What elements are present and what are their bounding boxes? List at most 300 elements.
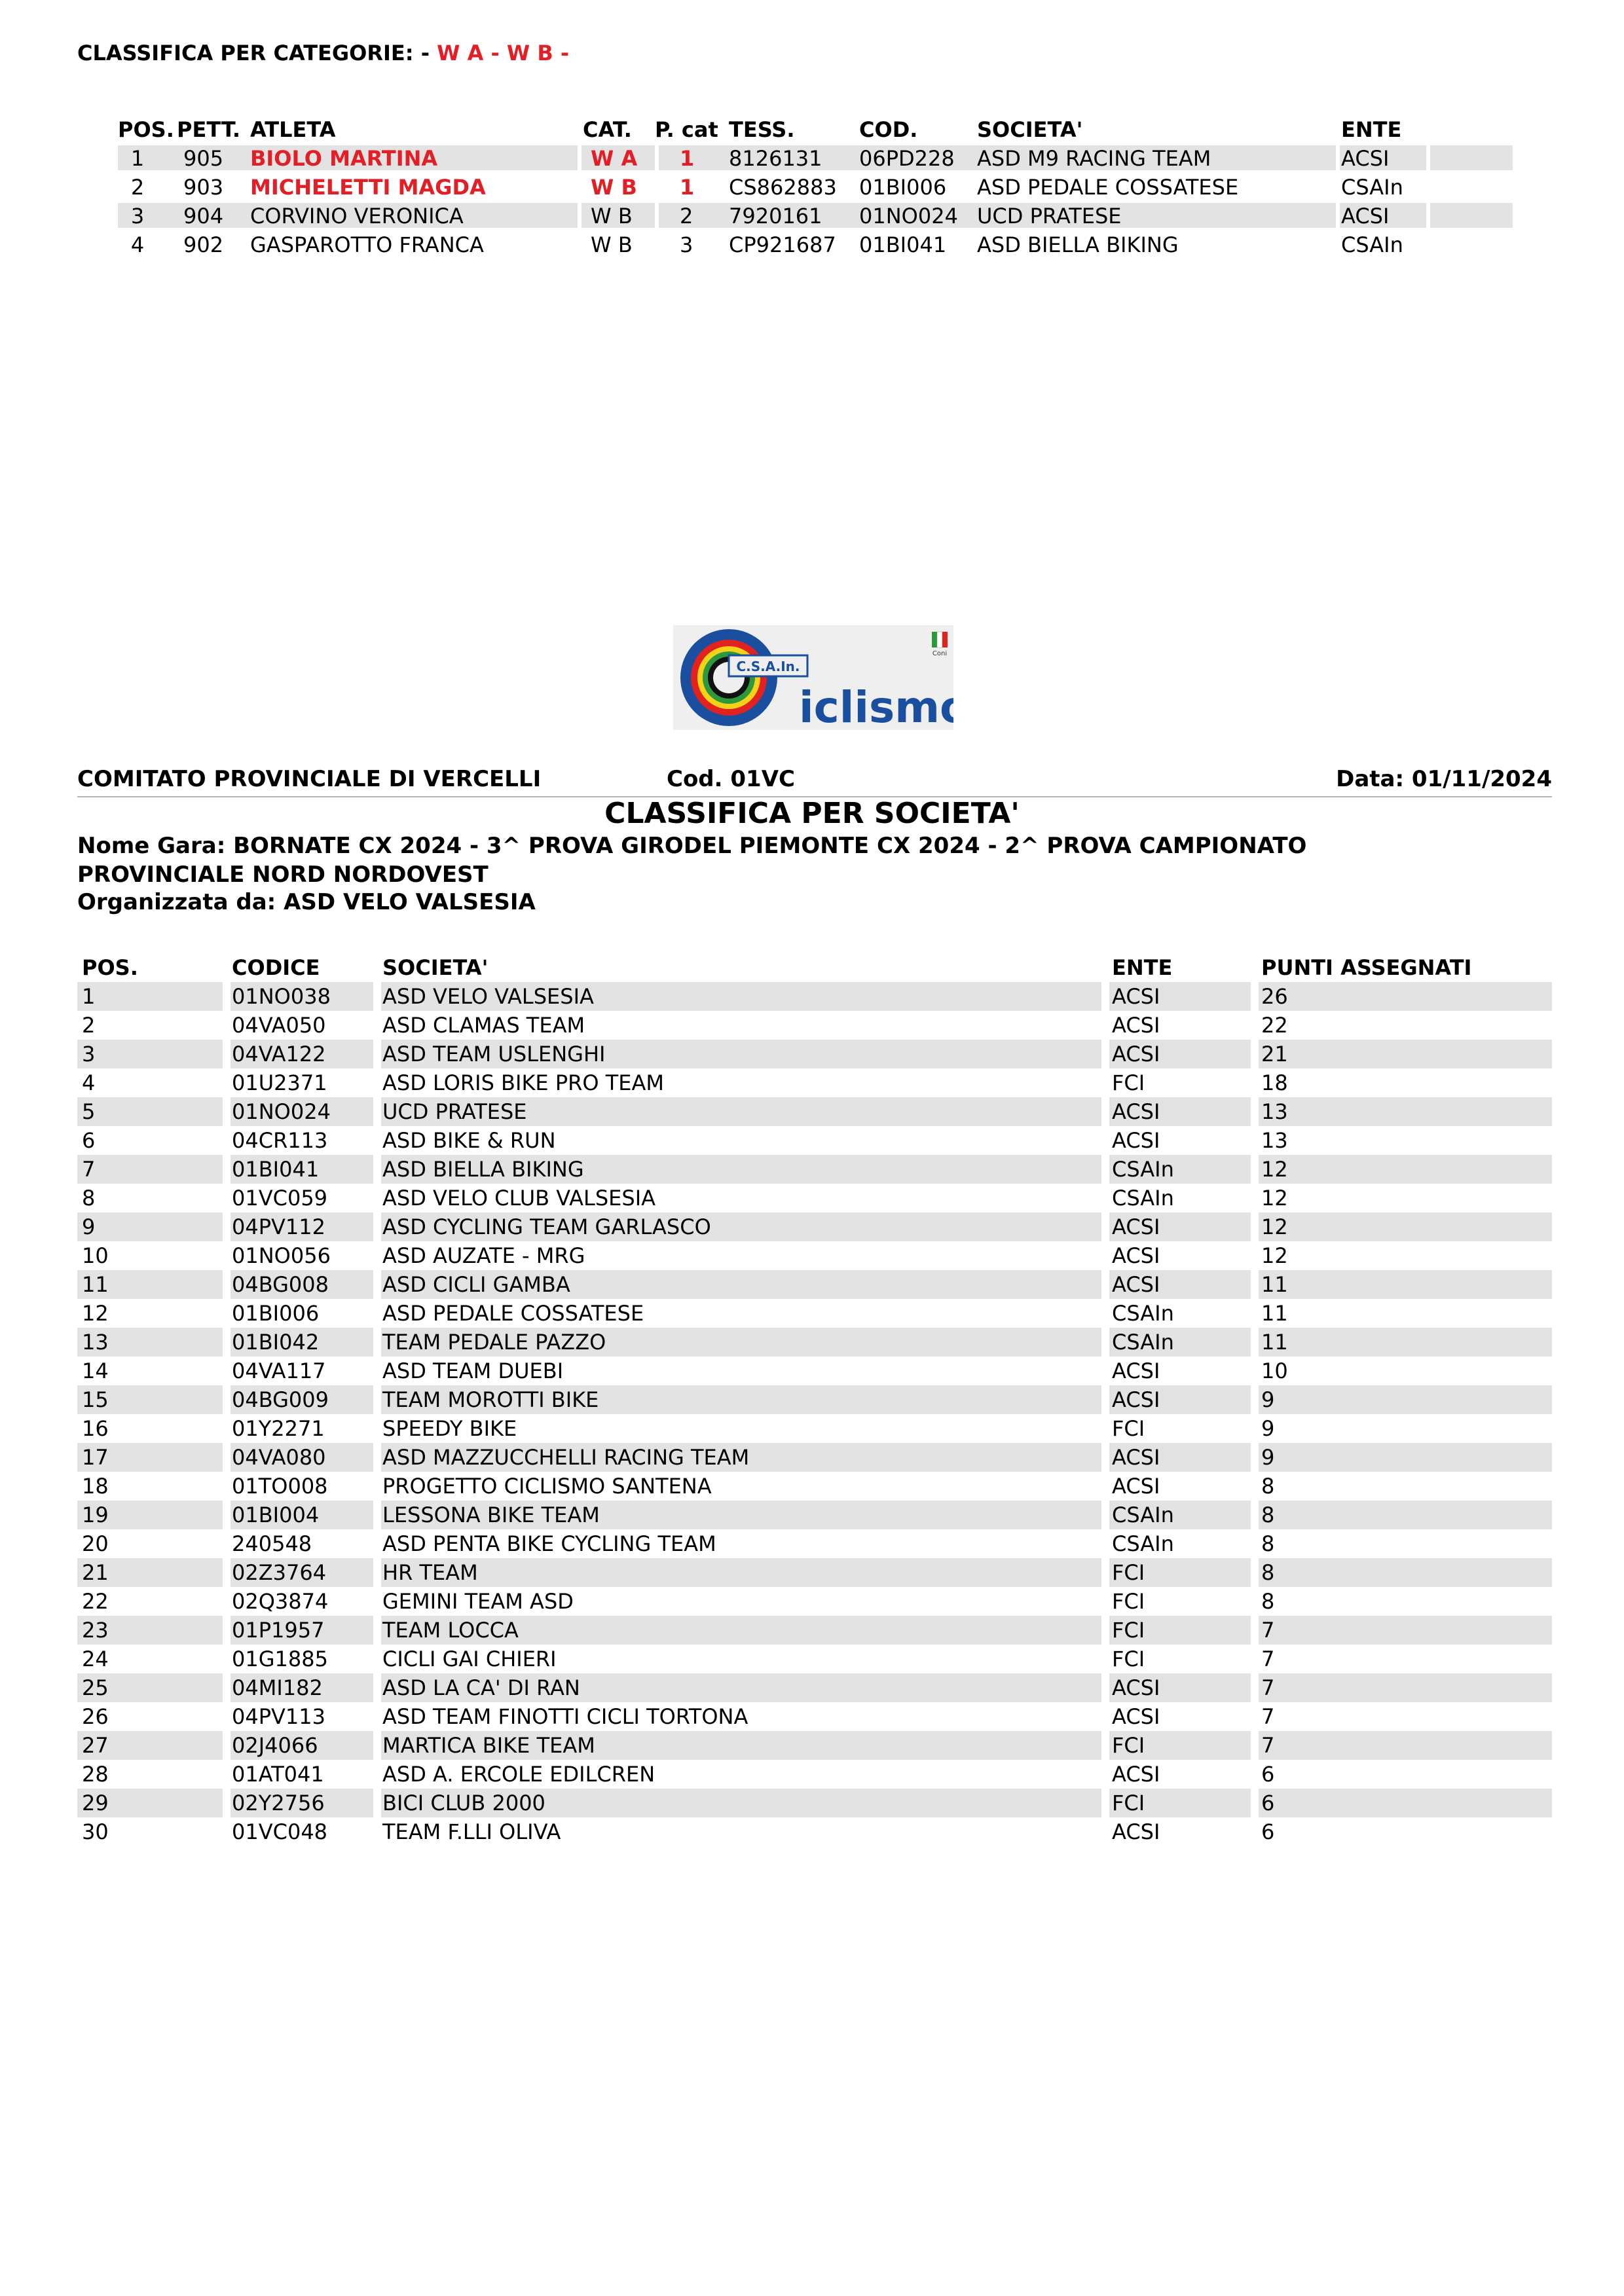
cell-punti: 26 — [1261, 984, 1288, 1009]
society-table-body — [77, 982, 1552, 1846]
category-row — [118, 202, 1513, 230]
table-row — [77, 1558, 1552, 1587]
cell-ente: ACSI — [1112, 1445, 1160, 1470]
table-row — [77, 1817, 1552, 1846]
cell-ente: ACSI — [1112, 1474, 1160, 1499]
cell-ente: CSAIn — [1112, 1157, 1174, 1182]
cell-pos: 1 — [130, 146, 145, 171]
cell-ente: ACSI — [1341, 204, 1390, 228]
cell-codice: 01P1957 — [232, 1618, 325, 1643]
cell-societa: ASD AUZATE - MRG — [382, 1243, 585, 1268]
table-row — [77, 1212, 1552, 1241]
cell-cod: 06PD228 — [859, 146, 955, 171]
cell-societa: ASD TEAM USLENGHI — [382, 1042, 606, 1066]
cell-pos: 2 — [82, 1013, 96, 1038]
row-gap — [1251, 1558, 1259, 1587]
row-gap — [373, 1731, 381, 1760]
cell-codice: 01Y2271 — [232, 1416, 325, 1441]
table-row — [77, 1385, 1552, 1414]
csain-ciclismo-logo — [673, 625, 953, 730]
logo-graphic — [673, 625, 953, 730]
col-societa: SOCIETA' — [382, 955, 489, 980]
cell-societa: ASD M9 RACING TEAM — [977, 146, 1211, 171]
col-punti: PUNTI ASSEGNATI — [1261, 955, 1472, 980]
category-table — [118, 115, 1513, 259]
row-gap — [223, 982, 231, 1011]
cell-punti: 8 — [1261, 1474, 1275, 1499]
row-gap — [373, 982, 381, 1011]
cell-societa: TEAM MOROTTI BIKE — [382, 1387, 599, 1412]
cell-societa: GEMINI TEAM ASD — [382, 1589, 574, 1614]
cell-codice: 04CR113 — [232, 1128, 328, 1153]
cell-ente: CSAIn — [1341, 175, 1403, 200]
cell-punti: 7 — [1261, 1618, 1275, 1643]
cell-societa: ASD VELO VALSESIA — [382, 984, 594, 1009]
col-atleta: ATLETA — [250, 117, 336, 142]
cell-societa: TEAM F.LLI OLIVA — [382, 1819, 561, 1844]
cell-punti: 12 — [1261, 1186, 1288, 1211]
cell-pett: 905 — [183, 146, 224, 171]
row-gap — [1251, 1040, 1259, 1068]
comitato-label: COMITATO PROVINCIALE DI VERCELLI — [77, 766, 542, 792]
table-row — [77, 1702, 1552, 1731]
cell-punti: 6 — [1261, 1762, 1275, 1787]
cell-punti: 12 — [1261, 1214, 1288, 1239]
cell-punti: 11 — [1261, 1330, 1288, 1355]
society-table — [77, 953, 1552, 1846]
cell-ente: FCI — [1112, 1733, 1145, 1758]
cell-pos: 14 — [82, 1358, 109, 1383]
cell-societa: UCD PRATESE — [977, 204, 1122, 228]
row-gap — [223, 1616, 231, 1645]
cell-punti: 7 — [1261, 1704, 1275, 1729]
cell-punti: 12 — [1261, 1243, 1288, 1268]
cell-ente: FCI — [1112, 1070, 1145, 1095]
row-gap — [1101, 1328, 1109, 1357]
row-gap — [1101, 1155, 1109, 1184]
cell-codice: 02J4066 — [232, 1733, 318, 1758]
cell-punti: 10 — [1261, 1358, 1288, 1383]
cell-ente: FCI — [1112, 1589, 1145, 1614]
category-table-header — [118, 115, 1513, 144]
cell-cat: W B — [591, 204, 633, 228]
cell-societa: ASD BIELLA BIKING — [382, 1157, 584, 1182]
race-name-line-2: PROVINCIALE NORD NORDOVEST — [77, 862, 489, 888]
cell-punti: 8 — [1261, 1531, 1275, 1556]
cell-ente: CSAIn — [1112, 1531, 1174, 1556]
cell-ente: FCI — [1112, 1560, 1145, 1585]
cell-punti: 8 — [1261, 1503, 1275, 1527]
col-tess: TESS. — [729, 117, 795, 142]
cell-societa: ASD LORIS BIKE PRO TEAM — [382, 1070, 664, 1095]
table-row — [77, 1299, 1552, 1328]
cell-pos: 2 — [130, 175, 145, 200]
cell-pos: 30 — [82, 1819, 109, 1844]
row-gap — [1101, 1040, 1109, 1068]
cell-codice: 04MI182 — [232, 1675, 323, 1700]
cell-cod: 01BI041 — [859, 232, 947, 257]
cell-cod: 01NO024 — [859, 204, 958, 228]
table-row — [77, 1472, 1552, 1501]
col-cod: COD. — [859, 117, 918, 142]
cell-punti: 7 — [1261, 1733, 1275, 1758]
cell-pos: 15 — [82, 1387, 109, 1412]
logo-small-text: C.S.A.In. — [736, 659, 800, 674]
col-pos: POS. — [118, 117, 174, 142]
cell-codice: 01TO008 — [232, 1474, 328, 1499]
row-gap — [1251, 1212, 1259, 1241]
cell-pos: 4 — [130, 232, 145, 257]
row-shade — [1430, 203, 1513, 228]
cell-pos: 28 — [82, 1762, 109, 1787]
cell-punti: 9 — [1261, 1387, 1275, 1412]
cell-pos: 23 — [82, 1618, 109, 1643]
cell-codice: 01BI042 — [232, 1330, 320, 1355]
row-gap — [223, 1789, 231, 1817]
cell-punti: 18 — [1261, 1070, 1288, 1095]
cell-punti: 9 — [1261, 1445, 1275, 1470]
row-gap — [373, 1040, 381, 1068]
table-row — [77, 1126, 1552, 1155]
cell-punti: 13 — [1261, 1128, 1288, 1153]
row-gap — [1251, 1443, 1259, 1472]
row-gap — [373, 1558, 381, 1587]
row-gap — [1251, 1501, 1259, 1529]
col-pett: PETT. — [177, 117, 240, 142]
category-title-cats: W A - W B - — [437, 41, 570, 65]
cell-pos: 10 — [82, 1243, 109, 1268]
cell-ente: ACSI — [1112, 1099, 1160, 1124]
cell-pcat: 1 — [680, 175, 695, 200]
cell-pcat: 3 — [680, 232, 693, 257]
category-section-title — [77, 41, 569, 65]
row-gap — [1101, 1731, 1109, 1760]
table-row — [77, 1501, 1552, 1529]
cell-pos: 12 — [82, 1301, 109, 1326]
cell-codice: 04BG008 — [232, 1272, 329, 1297]
row-gap — [223, 1385, 231, 1414]
cell-codice: 01U2371 — [232, 1070, 327, 1095]
cell-pcat: 2 — [680, 204, 693, 228]
row-gap — [223, 1443, 231, 1472]
cell-pos: 5 — [82, 1099, 96, 1124]
table-row — [77, 1731, 1552, 1760]
row-gap — [223, 1673, 231, 1702]
row-gap — [373, 1270, 381, 1299]
cell-ente: ACSI — [1112, 1387, 1160, 1412]
cell-punti: 12 — [1261, 1157, 1288, 1182]
cell-tess: 8126131 — [729, 146, 822, 171]
row-gap — [1101, 1385, 1109, 1414]
cell-codice: 01BI041 — [232, 1157, 320, 1182]
row-gap — [223, 1155, 231, 1184]
row-gap — [223, 1328, 231, 1357]
cell-societa: SPEEDY BIKE — [382, 1416, 517, 1441]
cell-ente: ACSI — [1112, 1013, 1160, 1038]
cell-atleta: GASPAROTTO FRANCA — [250, 232, 484, 257]
cell-cat: W B — [591, 232, 633, 257]
cell-codice: 01VC059 — [232, 1186, 328, 1211]
society-table-header — [77, 953, 1552, 982]
row-gap — [223, 1558, 231, 1587]
row-gap — [1251, 1385, 1259, 1414]
category-title-prefix: CLASSIFICA PER CATEGORIE: - — [77, 41, 430, 65]
cell-ente: FCI — [1112, 1791, 1145, 1815]
cell-ente: ACSI — [1112, 1272, 1160, 1297]
committee-code: Cod. 01VC — [667, 766, 795, 792]
row-gap — [223, 1097, 231, 1126]
row-gap — [1101, 1212, 1109, 1241]
cell-societa: HR TEAM — [382, 1560, 478, 1585]
row-gap — [1101, 1616, 1109, 1645]
cell-pos: 13 — [82, 1330, 109, 1355]
cell-societa: ASD PEDALE COSSATESE — [382, 1301, 644, 1326]
cell-ente: CSAIn — [1112, 1301, 1174, 1326]
cell-codice: 04VA122 — [232, 1042, 326, 1066]
row-gap — [373, 1789, 381, 1817]
cell-codice: 01AT041 — [232, 1762, 324, 1787]
row-gap — [1101, 982, 1109, 1011]
row-gap — [1251, 1328, 1259, 1357]
table-row — [77, 1443, 1552, 1472]
table-row — [77, 1011, 1552, 1040]
table-row — [77, 1184, 1552, 1212]
cell-ente: FCI — [1112, 1416, 1145, 1441]
cell-ente: ACSI — [1112, 1704, 1160, 1729]
row-gap — [373, 1673, 381, 1702]
row-gap — [223, 1040, 231, 1068]
cell-pos: 22 — [82, 1589, 109, 1614]
row-gap — [373, 1443, 381, 1472]
col-cat: CAT. — [583, 117, 632, 142]
cell-ente: ACSI — [1112, 984, 1160, 1009]
table-row — [77, 1357, 1552, 1385]
cell-codice: 240548 — [232, 1531, 312, 1556]
row-gap — [1251, 1097, 1259, 1126]
col-pcat: P. cat — [655, 117, 718, 142]
cell-pos: 25 — [82, 1675, 109, 1700]
category-table-body — [118, 144, 1513, 259]
cell-pos: 16 — [82, 1416, 109, 1441]
col-ente: ENTE — [1341, 117, 1402, 142]
date-label: Data: 01/11/2024 — [1336, 766, 1552, 792]
cell-cod: 01BI006 — [859, 175, 947, 200]
page-title: CLASSIFICA PER SOCIETA' — [604, 797, 1020, 830]
row-gap — [1101, 1558, 1109, 1587]
table-row — [77, 1529, 1552, 1558]
cell-pos: 1 — [82, 984, 96, 1009]
cell-pos: 11 — [82, 1272, 109, 1297]
table-row — [77, 1328, 1552, 1357]
cell-atleta: BIOLO MARTINA — [250, 146, 438, 171]
cell-codice: 04PV112 — [232, 1214, 325, 1239]
cell-cat: W A — [591, 146, 638, 171]
cell-codice: 01NO038 — [232, 984, 331, 1009]
cell-societa: ASD LA CA' DI RAN — [382, 1675, 580, 1700]
cell-punti: 6 — [1261, 1819, 1275, 1844]
table-row — [77, 1040, 1552, 1068]
cell-codice: 02Y2756 — [232, 1791, 325, 1815]
cell-societa: ASD MAZZUCCHELLI RACING TEAM — [382, 1445, 750, 1470]
row-gap — [1101, 1270, 1109, 1299]
cell-pos: 27 — [82, 1733, 109, 1758]
cell-societa: MARTICA BIKE TEAM — [382, 1733, 595, 1758]
cell-societa: ASD TEAM DUEBI — [382, 1358, 564, 1383]
cell-societa: PROGETTO CICLISMO SANTENA — [382, 1474, 712, 1499]
row-gap — [373, 1155, 381, 1184]
table-row — [77, 1270, 1552, 1299]
logo-flag-caption: Coni — [932, 650, 948, 657]
row-gap — [223, 1270, 231, 1299]
cell-codice: 02Q3874 — [232, 1589, 329, 1614]
cell-ente: ACSI — [1112, 1762, 1160, 1787]
table-row — [77, 1760, 1552, 1789]
cell-codice: 04VA117 — [232, 1358, 326, 1383]
cell-societa: ASD PEDALE COSSATESE — [977, 175, 1239, 200]
cell-societa: ASD BIKE & RUN — [382, 1128, 556, 1153]
row-gap — [223, 1731, 231, 1760]
row-gap — [373, 1616, 381, 1645]
row-gap — [1251, 1673, 1259, 1702]
cell-codice: 01BI006 — [232, 1301, 320, 1326]
cell-ente: ACSI — [1341, 146, 1390, 171]
cell-pos: 3 — [130, 204, 145, 228]
row-gap — [373, 1501, 381, 1529]
table-row — [77, 1645, 1552, 1673]
cell-societa: TEAM LOCCA — [382, 1618, 519, 1643]
cell-ente: CSAIn — [1112, 1186, 1174, 1211]
cell-societa: ASD CICLI GAMBA — [382, 1272, 570, 1297]
cell-societa: LESSONA BIKE TEAM — [382, 1503, 600, 1527]
row-gap — [1101, 1789, 1109, 1817]
cell-codice: 01NO024 — [232, 1099, 331, 1124]
row-gap — [373, 1097, 381, 1126]
cell-punti: 11 — [1261, 1301, 1288, 1326]
table-row — [77, 1673, 1552, 1702]
cell-cat: W B — [591, 175, 637, 200]
cell-codice: 04VA080 — [232, 1445, 326, 1470]
cell-punti: 8 — [1261, 1589, 1275, 1614]
cell-societa: TEAM PEDALE PAZZO — [382, 1330, 606, 1355]
row-gap — [1251, 1789, 1259, 1817]
cell-pos: 8 — [82, 1186, 96, 1211]
cell-codice: 04VA050 — [232, 1013, 326, 1038]
table-row — [77, 1587, 1552, 1616]
col-pos: POS. — [82, 955, 138, 980]
cell-ente: CSAIn — [1341, 232, 1403, 257]
cell-societa: CICLI GAI CHIERI — [382, 1647, 557, 1671]
cell-codice: 01BI004 — [232, 1503, 320, 1527]
cell-punti: 22 — [1261, 1013, 1288, 1038]
cell-ente: CSAIn — [1112, 1330, 1174, 1355]
row-gap — [373, 1385, 381, 1414]
row-gap — [1101, 1501, 1109, 1529]
row-gap — [1101, 1097, 1109, 1126]
cell-tess: CP921687 — [729, 232, 836, 257]
organizer-label: Organizzata da: ASD VELO VALSESIA — [77, 889, 536, 915]
col-societa: SOCIETA' — [977, 117, 1083, 142]
row-gap — [1251, 1616, 1259, 1645]
cell-societa: BICI CLUB 2000 — [382, 1791, 545, 1815]
row-shade — [1430, 145, 1513, 170]
cell-ente: ACSI — [1112, 1243, 1160, 1268]
cell-pos: 7 — [82, 1157, 96, 1182]
col-codice: CODICE — [232, 955, 320, 980]
row-gap — [1251, 1731, 1259, 1760]
race-name-line-1: Nome Gara: BORNATE CX 2024 - 3^ PROVA GIRODEL PIEMONTE CX 2024 - 2^ PROVA CAMPIONATO — [77, 833, 1307, 859]
cell-societa: ASD A. ERCOLE EDILCREN — [382, 1762, 655, 1787]
cell-ente: CSAIn — [1112, 1503, 1174, 1527]
col-ente: ENTE — [1112, 955, 1173, 980]
table-row — [77, 1789, 1552, 1817]
row-gap — [1251, 1155, 1259, 1184]
cell-pett: 904 — [183, 204, 224, 228]
cell-pett: 903 — [183, 175, 224, 200]
cell-pos: 20 — [82, 1531, 109, 1556]
cell-ente: ACSI — [1112, 1128, 1160, 1153]
cell-pos: 6 — [82, 1128, 96, 1153]
cell-pcat: 1 — [680, 146, 695, 171]
cell-pos: 21 — [82, 1560, 109, 1585]
table-row — [77, 1155, 1552, 1184]
cell-pos: 29 — [82, 1791, 109, 1815]
cell-codice: 04PV113 — [232, 1704, 325, 1729]
cell-codice: 02Z3764 — [232, 1560, 327, 1585]
cell-ente: ACSI — [1112, 1675, 1160, 1700]
row-gap — [1101, 1443, 1109, 1472]
cell-ente: ACSI — [1112, 1042, 1160, 1066]
cell-societa: ASD PENTA BIKE CYCLING TEAM — [382, 1531, 716, 1556]
cell-ente: ACSI — [1112, 1358, 1160, 1383]
cell-punti: 7 — [1261, 1647, 1275, 1671]
cell-punti: 8 — [1261, 1560, 1275, 1585]
row-gap — [373, 1328, 381, 1357]
cell-punti: 9 — [1261, 1416, 1275, 1441]
cell-societa: ASD CYCLING TEAM GARLASCO — [382, 1214, 711, 1239]
cell-ente: FCI — [1112, 1647, 1145, 1671]
table-row — [77, 1616, 1552, 1645]
row-gap — [223, 1212, 231, 1241]
cell-codice: 01VC048 — [232, 1819, 328, 1844]
cell-societa: ASD TEAM FINOTTI CICLI TORTONA — [382, 1704, 748, 1729]
race-name — [77, 831, 1551, 889]
table-row — [77, 1097, 1552, 1126]
category-row — [118, 230, 1513, 259]
cell-pos: 9 — [82, 1214, 96, 1239]
row-gap — [1251, 982, 1259, 1011]
cell-codice: 01G1885 — [232, 1647, 328, 1671]
cell-punti: 11 — [1261, 1272, 1288, 1297]
cell-codice: 01NO056 — [232, 1243, 331, 1268]
cell-pos: 17 — [82, 1445, 109, 1470]
cell-societa: ASD BIELLA BIKING — [977, 232, 1179, 257]
cell-punti: 13 — [1261, 1099, 1288, 1124]
category-row — [118, 173, 1513, 202]
cell-pos: 4 — [82, 1070, 96, 1095]
row-gap — [223, 1501, 231, 1529]
cell-punti: 6 — [1261, 1791, 1275, 1815]
cell-tess: 7920161 — [729, 204, 822, 228]
cell-ente: ACSI — [1112, 1819, 1160, 1844]
table-row — [77, 1068, 1552, 1097]
cell-pos: 26 — [82, 1704, 109, 1729]
cell-punti: 7 — [1261, 1675, 1275, 1700]
row-gap — [373, 1212, 381, 1241]
row-gap — [1101, 1673, 1109, 1702]
cell-pett: 902 — [183, 232, 224, 257]
table-row — [77, 1241, 1552, 1270]
cell-ente: FCI — [1112, 1618, 1145, 1643]
